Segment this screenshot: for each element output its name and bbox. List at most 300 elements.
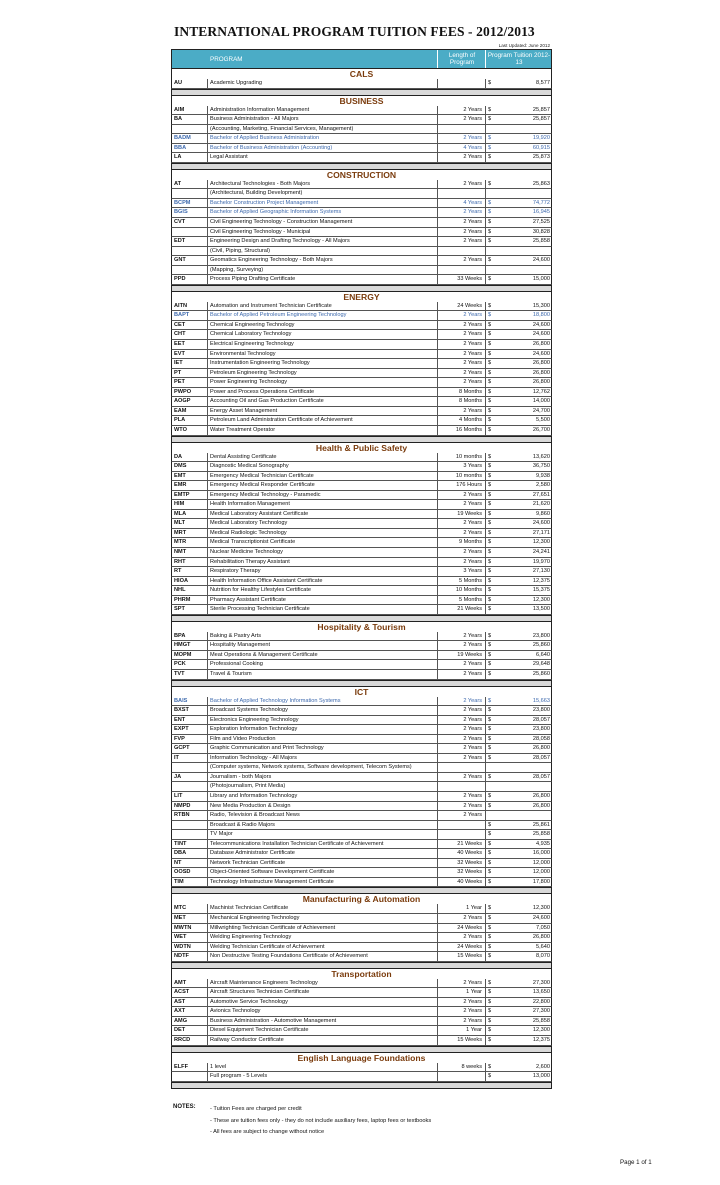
program-code: PT — [174, 369, 182, 376]
table-row — [171, 904, 552, 914]
program-length: 2 Years — [463, 529, 482, 536]
table-row — [171, 1072, 552, 1082]
tuition-amount: 2,600 — [536, 1063, 550, 1070]
table-row — [171, 596, 552, 606]
column-divider — [207, 773, 208, 782]
program-name: 1 level — [210, 1063, 227, 1070]
column-divider — [207, 802, 208, 811]
table-row — [171, 660, 552, 670]
program-code: HMGT — [174, 642, 191, 649]
program-length: 2 Years — [463, 558, 482, 565]
tuition-amount: 27,651 — [532, 491, 550, 498]
column-divider — [485, 228, 486, 237]
column-divider — [207, 500, 208, 509]
program-name: Welding Engineering Technology — [210, 934, 292, 941]
currency-symbol: $ — [488, 943, 492, 950]
program-name: Diagnostic Medical Sonography — [210, 463, 289, 470]
column-divider — [437, 596, 438, 605]
program-name: Power and Process Operations Certificate — [210, 388, 315, 395]
column-divider — [437, 416, 438, 425]
program-code: WDTN — [174, 943, 191, 950]
table-row — [171, 369, 552, 379]
program-name: Medical Laboratory Technology — [210, 520, 288, 527]
program-code: OOSD — [174, 869, 191, 876]
column-divider — [485, 586, 486, 595]
table-row — [171, 1026, 552, 1036]
column-divider — [207, 189, 208, 198]
column-divider — [485, 189, 486, 198]
section-header — [171, 1053, 552, 1063]
program-code: NMT — [174, 548, 187, 555]
currency-symbol: $ — [488, 979, 492, 986]
table-row — [171, 199, 552, 209]
program-length: 2 Years — [463, 154, 482, 161]
column-divider — [485, 660, 486, 669]
column-divider — [207, 558, 208, 567]
program-length: 2 Years — [463, 979, 482, 986]
program-code: BPA — [174, 632, 186, 639]
program-name: Sterile Processing Technician Certificate — [210, 606, 310, 613]
currency-symbol: $ — [488, 501, 492, 508]
column-divider — [485, 519, 486, 528]
column-divider — [207, 725, 208, 734]
column-divider — [437, 632, 438, 641]
column-divider — [485, 426, 486, 435]
column-divider — [485, 849, 486, 858]
currency-symbol: $ — [488, 491, 492, 498]
currency-symbol: $ — [488, 1027, 492, 1034]
tuition-amount: 26,800 — [532, 379, 550, 386]
currency-symbol: $ — [488, 924, 492, 931]
tuition-amount: 25,860 — [532, 642, 550, 649]
program-length: 2 Years — [463, 180, 482, 187]
column-divider — [485, 763, 486, 772]
table-row — [171, 106, 552, 116]
column-divider — [207, 632, 208, 641]
section-title: ICT — [354, 686, 369, 697]
program-name: TV Major — [210, 831, 233, 838]
column-divider — [485, 868, 486, 877]
tuition-amount: 26,800 — [532, 802, 550, 809]
program-length: 21 Weeks — [457, 840, 482, 847]
program-length: 2 Years — [463, 369, 482, 376]
section-spacer — [171, 1082, 552, 1089]
program-name: Business Administration - Automotive Management — [210, 1017, 337, 1024]
program-code: TVT — [174, 670, 185, 677]
column-divider — [437, 763, 438, 772]
column-divider — [485, 256, 486, 265]
program-length: 2 Years — [463, 238, 482, 245]
program-name: Petroleum Engineering Technology — [210, 369, 297, 376]
table-row — [171, 311, 552, 321]
column-divider — [207, 670, 208, 679]
program-code: AOGP — [174, 398, 191, 405]
currency-symbol: $ — [488, 915, 492, 922]
program-length: 2 Years — [463, 106, 482, 113]
tuition-amount: 26,800 — [532, 360, 550, 367]
tuition-amount: 12,375 — [532, 577, 550, 584]
column-divider — [485, 472, 486, 481]
column-divider — [485, 735, 486, 744]
table-row — [171, 577, 552, 587]
column-divider — [485, 697, 486, 706]
tuition-amount: 25,857 — [532, 116, 550, 123]
table-row — [171, 754, 552, 764]
program-code: EAM — [174, 407, 187, 414]
column-divider — [207, 510, 208, 519]
tuition-amount: 29,648 — [532, 661, 550, 668]
table-row — [171, 180, 552, 190]
program-name: Exploration Information Technology — [210, 726, 298, 733]
table-row — [171, 378, 552, 388]
column-divider — [485, 943, 486, 952]
column-divider — [207, 180, 208, 189]
column-divider — [437, 369, 438, 378]
column-divider — [437, 237, 438, 246]
column-divider — [207, 868, 208, 877]
table-row — [171, 697, 552, 707]
program-code: DBA — [174, 850, 187, 857]
tuition-amount: 24,600 — [532, 350, 550, 357]
table-row — [171, 462, 552, 472]
currency-symbol: $ — [488, 228, 492, 235]
currency-symbol: $ — [488, 463, 492, 470]
column-divider — [207, 1072, 208, 1081]
program-name: Bachelor of Applied Business Administration — [210, 135, 320, 142]
program-length: 2 Years — [463, 135, 482, 142]
column-divider — [437, 859, 438, 868]
column-divider — [207, 397, 208, 406]
program-code: NMPD — [174, 802, 191, 809]
table-row — [171, 350, 552, 360]
program-code: HIOA — [174, 577, 188, 584]
column-divider — [207, 706, 208, 715]
tuition-amount: 24,700 — [532, 407, 550, 414]
tuition-amount: 26,800 — [532, 934, 550, 941]
tuition-amount: 13,650 — [532, 989, 550, 996]
table-row — [171, 548, 552, 558]
program-name: Petroleum Land Administration Certificate of Achievement — [210, 417, 353, 424]
column-divider — [207, 144, 208, 153]
program-name: Welding Technician Certificate of Achievement — [210, 943, 325, 950]
table-row — [171, 586, 552, 596]
column-divider — [437, 567, 438, 576]
column-divider — [485, 773, 486, 782]
program-name: Health Information Management — [210, 501, 290, 508]
section-title: Manufacturing & Automation — [302, 894, 421, 905]
currency-symbol: $ — [488, 850, 492, 857]
column-divider — [207, 481, 208, 490]
currency-symbol: $ — [488, 276, 492, 283]
column-divider — [485, 670, 486, 679]
tuition-amount: 4,935 — [536, 840, 550, 847]
program-code: EVT — [174, 350, 185, 357]
column-divider — [207, 359, 208, 368]
column-divider — [485, 1017, 486, 1026]
tuition-amount: 25,857 — [532, 106, 550, 113]
table-row — [171, 208, 552, 218]
column-divider — [437, 330, 438, 339]
header-divider — [485, 50, 486, 68]
tuition-amount: 26,800 — [532, 341, 550, 348]
table-row — [171, 407, 552, 417]
program-code: NT — [174, 859, 182, 866]
currency-symbol: $ — [488, 1063, 492, 1070]
table-row — [171, 943, 552, 953]
column-divider — [485, 716, 486, 725]
table-row — [171, 914, 552, 924]
tuition-amount: 25,861 — [532, 821, 550, 828]
table-row — [171, 510, 552, 520]
program-name: Accounting Oil and Gas Production Certificate — [210, 398, 324, 405]
section-header — [171, 170, 552, 180]
column-divider — [207, 330, 208, 339]
program-name: Millwrighting Technician Certificate of Achievement — [210, 924, 336, 931]
currency-symbol: $ — [488, 661, 492, 668]
program-length: 10 months — [455, 472, 482, 479]
currency-symbol: $ — [488, 1037, 492, 1044]
program-length: 2 Years — [463, 745, 482, 752]
column-divider — [437, 453, 438, 462]
program-name: Geomatics Engineering Technology - Both Majors — [210, 257, 333, 264]
program-length: 1 Year — [466, 905, 482, 912]
column-divider — [207, 586, 208, 595]
section-spacer — [171, 436, 552, 443]
column-divider — [207, 567, 208, 576]
column-divider — [485, 706, 486, 715]
table-row — [171, 735, 552, 745]
table-row — [171, 481, 552, 491]
column-divider — [485, 840, 486, 849]
column-divider — [437, 256, 438, 265]
program-code: GNT — [174, 257, 186, 264]
program-length: 2 Years — [463, 754, 482, 761]
column-divider — [485, 491, 486, 500]
program-code: EMT — [174, 472, 186, 479]
section-header — [171, 69, 552, 79]
currency-symbol: $ — [488, 548, 492, 555]
table-row — [171, 256, 552, 266]
tuition-amount: 15,663 — [532, 697, 550, 704]
program-code: WTO — [174, 426, 187, 433]
column-divider — [437, 340, 438, 349]
program-length: 2 Years — [463, 219, 482, 226]
tuition-amount: 74,772 — [532, 199, 550, 206]
program-name: Water Treatment Operator — [210, 426, 276, 433]
column-divider — [207, 979, 208, 988]
program-code: MLA — [174, 510, 187, 517]
tuition-amount: 24,600 — [532, 257, 550, 264]
tuition-amount: 22,800 — [532, 998, 550, 1005]
column-divider — [437, 988, 438, 997]
table-row — [171, 567, 552, 577]
program-length: 2 Years — [463, 735, 482, 742]
tuition-amount: 21,620 — [532, 501, 550, 508]
column-divider — [485, 802, 486, 811]
table-row — [171, 859, 552, 869]
section-title: CONSTRUCTION — [326, 169, 397, 180]
column-divider — [485, 651, 486, 660]
program-name: Film and Video Production — [210, 735, 276, 742]
column-divider — [207, 218, 208, 227]
section-header — [171, 96, 552, 106]
tuition-amount: 12,375 — [532, 1037, 550, 1044]
table-row — [171, 641, 552, 651]
currency-symbol: $ — [488, 510, 492, 517]
program-code: MWTN — [174, 924, 192, 931]
column-divider — [485, 1007, 486, 1016]
program-name: Information Technology - All Majors — [210, 754, 297, 761]
column-divider — [437, 1026, 438, 1035]
tuition-amount: 26,800 — [532, 745, 550, 752]
currency-symbol: $ — [488, 312, 492, 319]
column-divider — [485, 933, 486, 942]
table-row — [171, 792, 552, 802]
column-divider — [485, 416, 486, 425]
program-length: 2 Years — [463, 501, 482, 508]
program-length: 21 Weeks — [457, 606, 482, 613]
column-divider — [207, 782, 208, 791]
header-length: Length of Program — [448, 52, 476, 66]
program-length: 2 Years — [463, 716, 482, 723]
program-code: LIT — [174, 793, 183, 799]
program-name: Emergency Medical Responder Certificate — [210, 482, 315, 489]
tuition-amount: 9,860 — [536, 510, 550, 517]
program-length: 2 Years — [463, 915, 482, 922]
column-divider — [485, 744, 486, 753]
table-row — [171, 144, 552, 154]
column-divider — [485, 79, 486, 88]
program-name: Broadcast Systems Technology — [210, 707, 288, 714]
program-length: 2 Years — [463, 331, 482, 338]
tuition-amount: 25,863 — [532, 180, 550, 187]
column-divider — [485, 388, 486, 397]
tuition-amount: 13,000 — [532, 1073, 550, 1080]
column-divider — [207, 641, 208, 650]
tuition-amount: 27,300 — [532, 1008, 550, 1015]
column-divider — [485, 481, 486, 490]
column-divider — [485, 350, 486, 359]
program-code: AXT — [174, 1008, 186, 1015]
column-divider — [207, 859, 208, 868]
tuition-amount: 12,000 — [532, 869, 550, 876]
program-code: BAPT — [174, 312, 190, 319]
program-length: 176 Hours — [456, 482, 482, 489]
column-divider — [437, 924, 438, 933]
table-row — [171, 397, 552, 407]
tuition-amount: 30,828 — [532, 228, 550, 235]
tuition-amount: 12,300 — [532, 596, 550, 603]
tuition-amount: 24,600 — [532, 321, 550, 328]
column-divider — [485, 321, 486, 330]
column-divider — [207, 735, 208, 744]
currency-symbol: $ — [488, 520, 492, 527]
column-divider — [485, 641, 486, 650]
program-name: Emergency Medical Technology - Paramedic — [210, 491, 321, 498]
program-length: 19 Weeks — [457, 651, 482, 658]
column-divider — [485, 330, 486, 339]
section-spacer — [171, 887, 552, 894]
column-divider — [437, 914, 438, 923]
column-divider — [437, 744, 438, 753]
table-row — [171, 426, 552, 436]
currency-symbol: $ — [488, 632, 492, 639]
table-row — [171, 134, 552, 144]
program-length: 8 Months — [458, 388, 482, 395]
column-divider — [485, 782, 486, 791]
program-name: Railway Conductor Certificate — [210, 1037, 284, 1044]
column-divider — [485, 859, 486, 868]
currency-symbol: $ — [488, 482, 492, 489]
program-name: Broadcast & Radio Majors — [210, 821, 275, 828]
column-divider — [437, 1063, 438, 1072]
column-divider — [437, 660, 438, 669]
program-name: Architectural Technologies - Both Majors — [210, 180, 311, 187]
program-length: 4 Years — [463, 144, 482, 151]
currency-symbol: $ — [488, 417, 492, 424]
program-length: 24 Weeks — [457, 943, 482, 950]
program-name: Machinist Technician Certificate — [210, 905, 289, 912]
program-name: Bachelor of Business Administration (Accounting) — [210, 144, 333, 151]
column-divider — [437, 144, 438, 153]
currency-symbol: $ — [488, 369, 492, 376]
table-row — [171, 79, 552, 89]
tuition-amount: 27,171 — [532, 529, 550, 536]
program-name: (Architectural, Building Development) — [210, 190, 303, 197]
table-row — [171, 1063, 552, 1073]
program-code: RRCD — [174, 1037, 191, 1044]
tuition-amount: 24,241 — [532, 548, 550, 555]
last-updated-label: Last Updated: June 2012 — [498, 43, 550, 48]
column-divider — [207, 924, 208, 933]
program-name: (Mapping, Surveying) — [210, 266, 264, 273]
currency-symbol: $ — [488, 453, 492, 460]
column-divider — [207, 943, 208, 952]
currency-symbol: $ — [488, 350, 492, 357]
table-row — [171, 868, 552, 878]
program-name: Medical Transcriptionist Certificate — [210, 539, 296, 546]
tuition-amount: 14,000 — [532, 398, 550, 405]
program-length: 2 Years — [463, 802, 482, 809]
column-divider — [485, 538, 486, 547]
table-row — [171, 716, 552, 726]
program-length: 2 Years — [463, 321, 482, 328]
table-row — [171, 706, 552, 716]
column-divider — [485, 1072, 486, 1081]
table-row — [171, 558, 552, 568]
column-divider — [207, 369, 208, 378]
column-divider — [437, 735, 438, 744]
program-name: Diesel Equipment Technician Certificate — [210, 1027, 309, 1034]
column-divider — [207, 1036, 208, 1045]
column-divider — [485, 632, 486, 641]
column-divider — [485, 153, 486, 162]
column-divider — [485, 208, 486, 217]
column-divider — [485, 914, 486, 923]
section-header — [171, 292, 552, 302]
column-divider — [485, 275, 486, 284]
program-name: Bachelor of Applied Petroleum Engineering Technology — [210, 312, 347, 319]
currency-symbol: $ — [488, 257, 492, 264]
program-code: IET — [174, 360, 183, 367]
tuition-table — [171, 69, 552, 1089]
column-divider — [485, 500, 486, 509]
program-name: Full program - 5 Levels — [210, 1073, 268, 1080]
column-divider — [437, 651, 438, 660]
program-length: 2 Years — [463, 661, 482, 668]
tuition-amount: 13,620 — [532, 453, 550, 460]
column-divider — [485, 311, 486, 320]
